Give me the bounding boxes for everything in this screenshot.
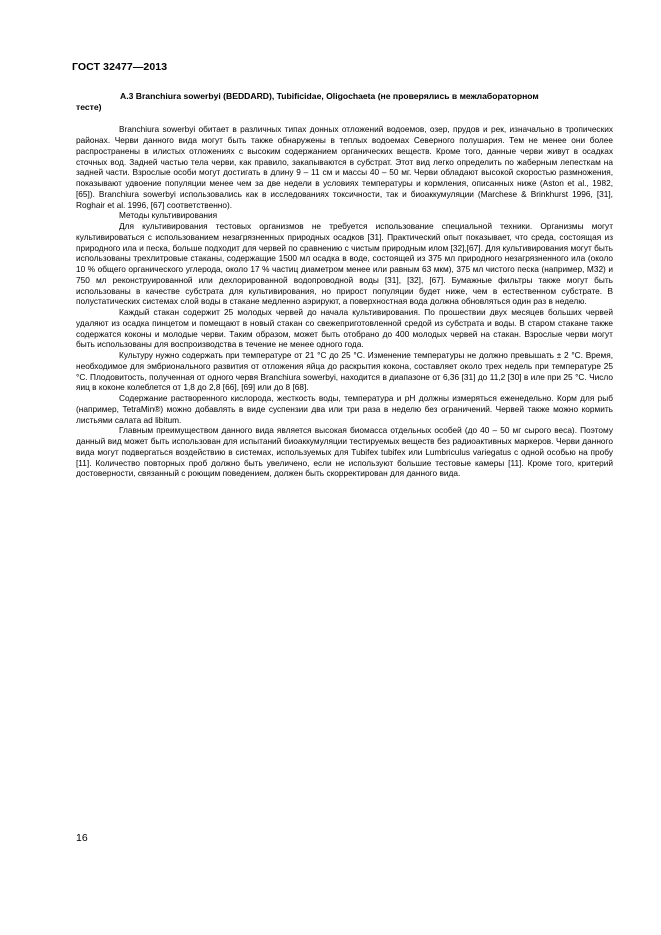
paragraph-advantages: Главным преимуществом данного вида является высокая биомасса отдельных особей (до 40 – 50 мг сырого веса). Поэтому данный вид может быть использован для испытаний биоаккумуляции тестируемых веществ без радиоактивных маркеров. Черви данного вида могут подвергаться воздействию в системах, используемых для Tubifex tubifex или Lumbriculus variegatus с одной особью на пробу [11]. Количество повторных проб должно быть увеличено, если не используют большие тестовые камеры [11]. Кроме того, критерий достоверности, связанный с роющим поведением, должен быть скорректирован для данного вида. [76,425,613,479]
subheading-culture-methods: Методы культивирования [119,210,218,221]
section-title-line-2: тесте) [76,102,102,113]
section-title [76,91,613,113]
paragraph-culture-setup: Для культивирования тестовых организмов не требуется использование специальной техники. Организмы могут культивироваться с использованием незагрязненных природных осадков [31]. Практический опыт показывает, что среда, состоящая из природного ила и песка, больше подходит для червей по сравнению с чистым природным илом [32],[67]. Для культивирования могут быть использованы трехлитровые стаканы, содержащие 1500 мл осадка в воде, состоящей из 375 мл природного незагрязненного ила (около 10 % общего органического углерода, около 17 % частиц диаметром менее или равным 63 мкм), 375 мл чистого песка (например, M32) и 750 мл реконструированной или дехлорированной водопроводной воды [31], [32], [67]. Бумажные фильтры также могут быть использованы в качестве субстрата для культивирования, но прирост популяции будет ниже, чем в естественном субстрате. В полустатических системах слой воды в стакане медленно аэрируют, а поверхностная вода должна обновляться один раз в неделю. [76,221,613,307]
paragraph-temperature: Культуру нужно содержать при температуре от 21 °С до 25 °С. Изменение температуры не должно превышать ± 2 °С. Время, необходимое для эмбрионального развития от отложения яйца до раскрытия кокона, составляет около трех недель при температуре 25 °С. Плодовитость, полученная от одного червя Branchiura sowerbyi, находится в диапазоне от 6,36 [31] до 11,2 [30] в иле при 25 °С. Число яиц в коконе колеблется от 1,8 до 2,8 [66], [69] или до 8 [68]. [76,350,613,393]
section-title-line-1: А.3 Branchiura sowerbyi (BEDDARD), Tubificidae, Oligochaeta (не проверялись в межлабораторном [120,91,539,101]
appendix-section-a3 [76,91,613,479]
standard-code-header: ГОСТ 32477—2013 [72,61,168,73]
paragraph-water-quality-feeding: Содержание растворенного кислорода, жесткость воды, температура и pH должны измеряться еженедельно. Корм для рыб (например, TetraMin®) можно добавлять в виде суспензии два или три раза в неделю без ограничений. Червей также можно кормить листьями салата ad libitum. [76,393,613,425]
paragraph-species-description: Branchiura sowerbyi обитает в различных типах донных отложений водоемов, озер, прудов и рек, изначально в тропических районах. Черви данного вида могут быть также обнаружены в теплых водоемах Северного полушария. Тем не менее они более распространены в илистых отложениях с высоким содержанием органических веществ. Кроме того, данные черви живут в осадках сточных вод. Задней частью тела черви, как правило, закапываются в субстрат. Этот вид легко определить по жаберным лепесткам на задней части. Взрослые особи могут достигать в длину 9 – 11 см и массы 40 – 50 мг. Черви обладают высокой скоростью размножения, показывают удвоение популяции менее чем за две недели в условиях температуры и кормления, описанных ниже (Aston et al., 1982, [65]). Branchiura sowerbyi использовались как в исследованиях токсичности, так и биоаккумуляции (Marchese & Brinkhurst 1996, [31], Roghair et al. 1996, [67] соответственно). [76,124,613,210]
page-number: 16 [76,832,88,844]
paragraph-beaker-contents: Каждый стакан содержит 25 молодых червей до начала культивирования. По прошествии двух месяцев больших червей удаляют из осадка пинцетом и помещают в новый стакан со свежеприготовленной средой из субстрата и воды. В старом стакане также содержатся коконы и молодые черви. Таким образом, может быть отобрано до 400 молодых червей на стакан. Взрослые черви могут быть использованы для воспроизводства в течение не менее одного года. [76,307,613,350]
section-body [76,124,613,479]
